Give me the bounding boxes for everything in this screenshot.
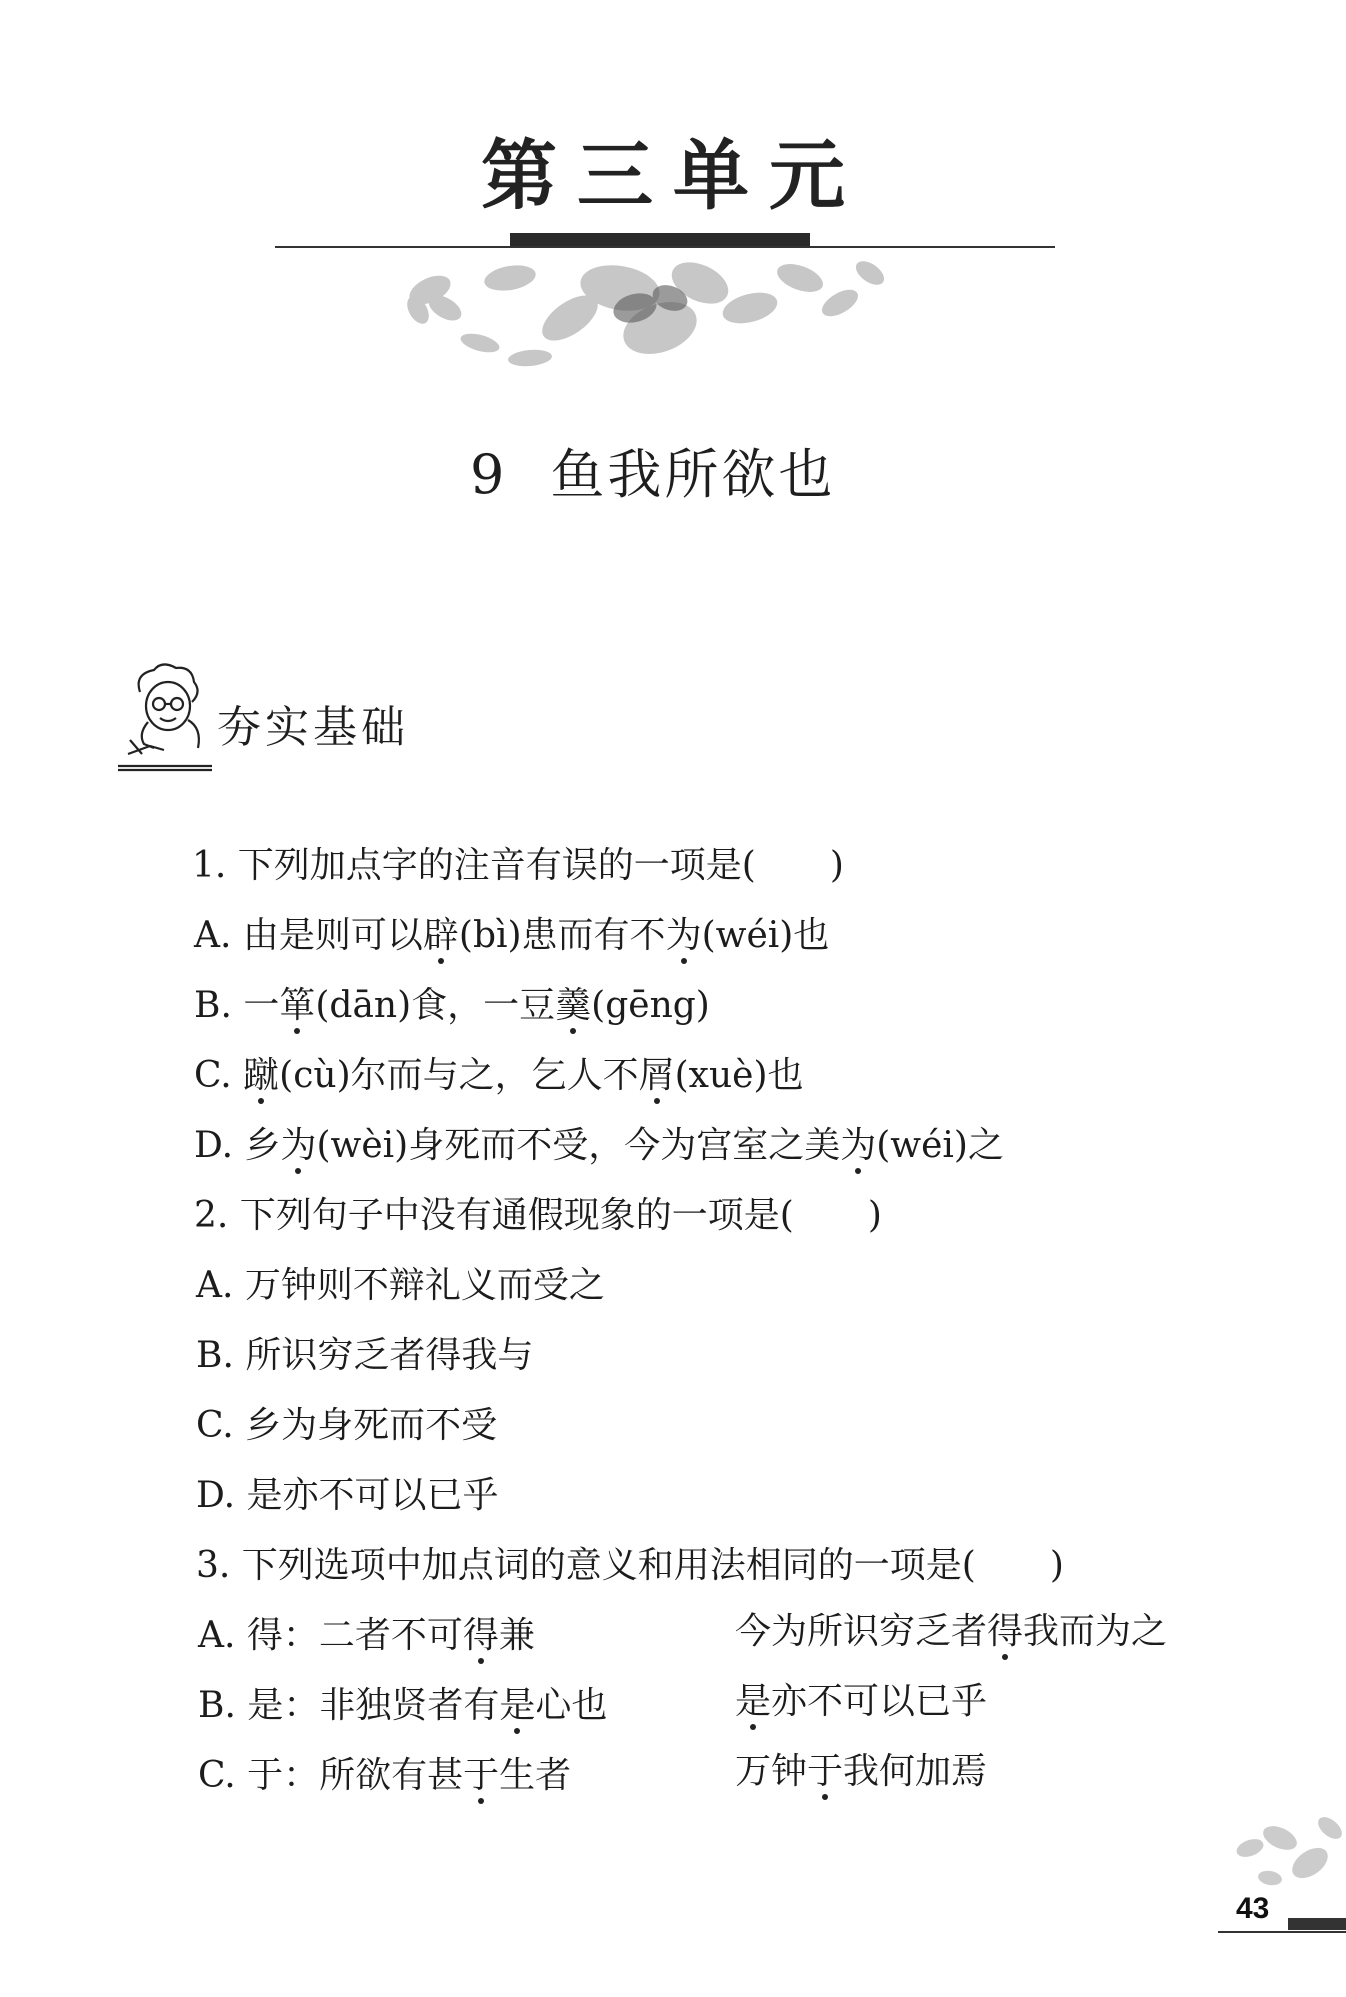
question-3-option-c-left: C. 于：所欲有甚于生者 [198, 1755, 572, 1796]
question-2-option-d: D. 是亦不可以已乎 [196, 1475, 499, 1516]
section-title: 夯实基础 [217, 702, 409, 753]
question-3-option-a-right: 今为所识穷乏者得我而为之 [735, 1611, 1168, 1652]
question-3-option-b-right: 是亦不可以已乎 [735, 1681, 988, 1722]
question-1-option-b: B. 一箪(dān)食，一豆羹(gēng) [194, 985, 710, 1026]
question-2-option-a: A. 万钟则不辩礼义而受之 [196, 1265, 605, 1306]
student-mascot-icon [110, 662, 220, 774]
floral-decoration-icon [370, 248, 970, 388]
question-1-option-d: D. 乡为(wèi)身死而不受，今为宫室之美为(wéi)之 [194, 1125, 1004, 1166]
question-1-option-a: A. 由是则可以辟(bì)患而有不为(wéi)也 [194, 915, 830, 956]
lesson-title [470, 443, 836, 506]
footer-divider [1218, 1931, 1346, 1933]
unit-title: 第三单元 [481, 131, 865, 220]
page-number: 43 [1236, 1892, 1270, 1925]
question-3-option-b-left: B. 是：非独贤者有是心也 [198, 1685, 608, 1726]
lesson-name: 鱼我所欲也 [550, 443, 836, 506]
question-2-option-c: C. 乡为身死而不受 [196, 1405, 498, 1446]
question-2-option-b: B. 所识穷乏者得我与 [196, 1335, 534, 1376]
question-3-option-c-right: 万钟于我何加焉 [735, 1751, 988, 1792]
question-1-stem: 1. 下列加点字的注音有误的一项是( ) [192, 845, 844, 886]
question-3-option-a-left: A. 得：二者不可得兼 [198, 1615, 535, 1656]
corner-floral-decoration-icon [1210, 1808, 1346, 1908]
lesson-number: 9 [470, 443, 505, 506]
question-3-stem: 3. 下列选项中加点词的意义和用法相同的一项是( ) [196, 1545, 1064, 1586]
footer-bar-decoration [1288, 1918, 1346, 1930]
question-1-option-c: C. 蹴(cù)尔而与之，乞人不屑(xuè)也 [194, 1055, 804, 1096]
question-2-stem: 2. 下列句子中没有通假现象的一项是( ) [194, 1195, 882, 1236]
header-bar-decoration [510, 233, 810, 247]
